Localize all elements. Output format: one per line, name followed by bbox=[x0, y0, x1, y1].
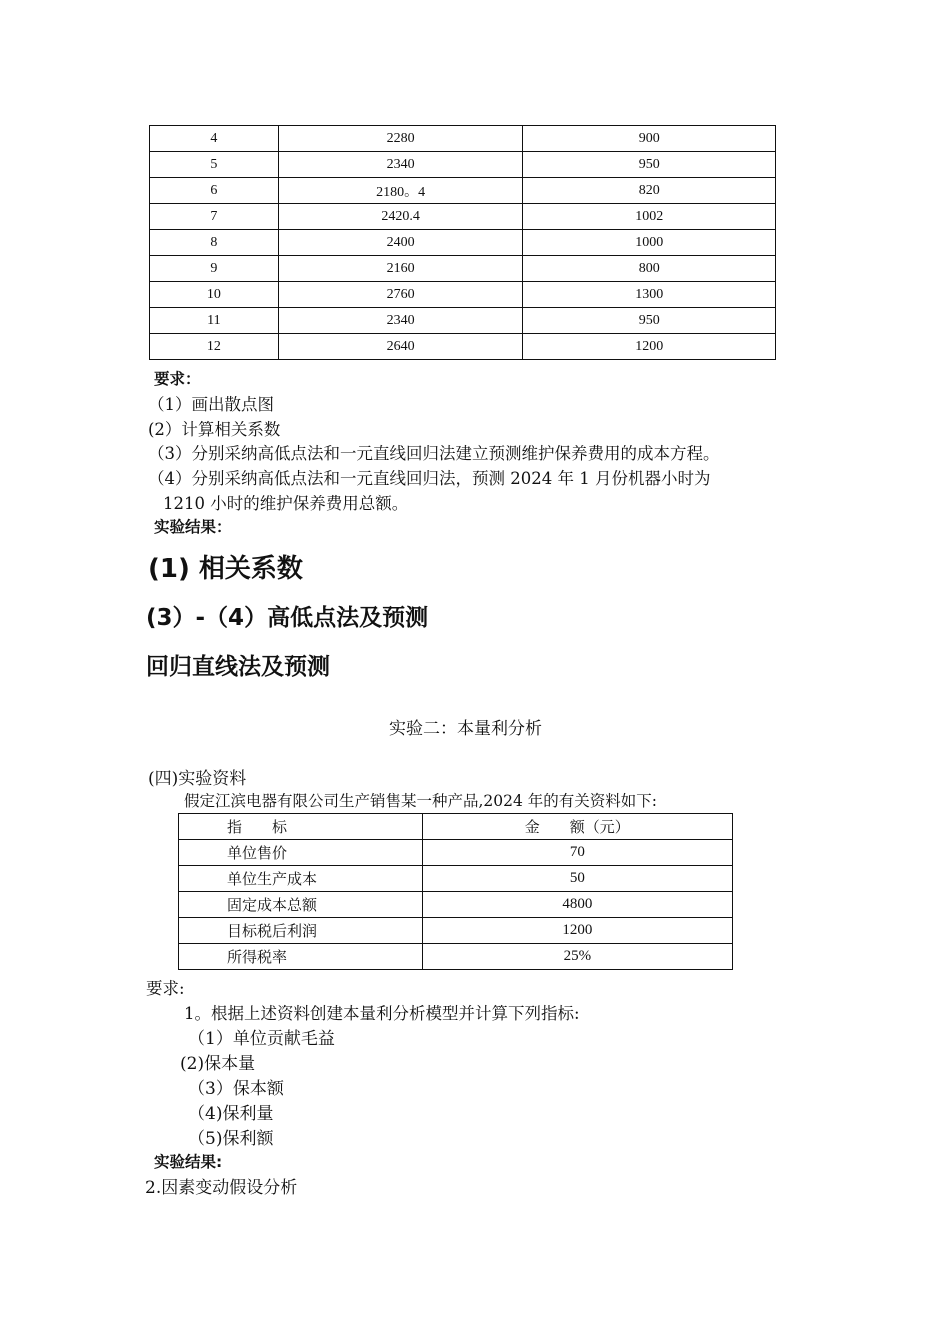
table-header-row: 指 标 金 额（元） bbox=[179, 814, 733, 840]
table-row: 4 2280 900 bbox=[150, 126, 776, 152]
table-row: 单位生产成本 50 bbox=[179, 866, 733, 892]
requirement-item: (2）计算相关系数 bbox=[148, 420, 281, 439]
heading-correlation: (1) 相关系数 bbox=[148, 554, 303, 584]
intro-text: 假定江滨电器有限公司生产销售某一种产品,2024 年的有关资料如下: bbox=[184, 792, 658, 810]
requirement-item: (2)保本量 bbox=[180, 1054, 256, 1074]
table-row: 8 2400 1000 bbox=[150, 230, 776, 256]
table-row: 7 2420.4 1002 bbox=[150, 204, 776, 230]
table-row: 目标税后利润 1200 bbox=[179, 918, 733, 944]
requirement-item-continued: 1210 小时的维护保养费用总额。 bbox=[163, 494, 409, 513]
table-row: 9 2160 800 bbox=[150, 256, 776, 282]
requirement-main: 1。根据上述资料创建本量利分析模型并计算下列指标: bbox=[184, 1004, 580, 1023]
results-title: 实验结果: bbox=[154, 1153, 223, 1171]
table-row: 5 2340 950 bbox=[150, 152, 776, 178]
machine-hours-table bbox=[149, 125, 776, 360]
requirement-item: （4）分别采纳高低点法和一元直线回归法，预测 2024 年 1 月份机器小时为 bbox=[148, 469, 711, 488]
requirement-item: （5)保利额 bbox=[188, 1129, 274, 1149]
factor-analysis-heading: 2.因素变动假设分析 bbox=[145, 1178, 298, 1198]
table-row: 6 2180。4 820 bbox=[150, 178, 776, 204]
requirement-item: （3）保本额 bbox=[188, 1079, 284, 1099]
table-row: 12 2640 1200 bbox=[150, 334, 776, 360]
heading-high-low: (3）-（4）高低点法及预测 bbox=[146, 605, 429, 631]
requirement-item: （3）分别采纳高低点法和一元直线回归法建立预测维护保养费用的成本方程。 bbox=[148, 444, 720, 463]
table-row: 10 2760 1300 bbox=[150, 282, 776, 308]
requirement-item: （1）单位贡献毛益 bbox=[188, 1029, 335, 1049]
page-title: 实验二：本量利分析 bbox=[389, 719, 542, 739]
cvp-data-table bbox=[178, 813, 733, 970]
table-row: 单位售价 70 bbox=[179, 840, 733, 866]
requirement-item: （1）画出散点图 bbox=[148, 395, 274, 414]
section-title: (四)实验资料 bbox=[148, 769, 247, 789]
heading-regression: 回归直线法及预测 bbox=[146, 654, 330, 680]
requirement-item: （4)保利量 bbox=[188, 1104, 274, 1124]
table-row: 固定成本总额 4800 bbox=[179, 892, 733, 918]
table-row: 所得税率 25% bbox=[179, 944, 733, 970]
table-row: 11 2340 950 bbox=[150, 308, 776, 334]
results-title: 实验结果： bbox=[154, 518, 232, 536]
requirements-title: 要求： bbox=[154, 370, 201, 388]
requirements-title: 要求: bbox=[146, 979, 185, 998]
